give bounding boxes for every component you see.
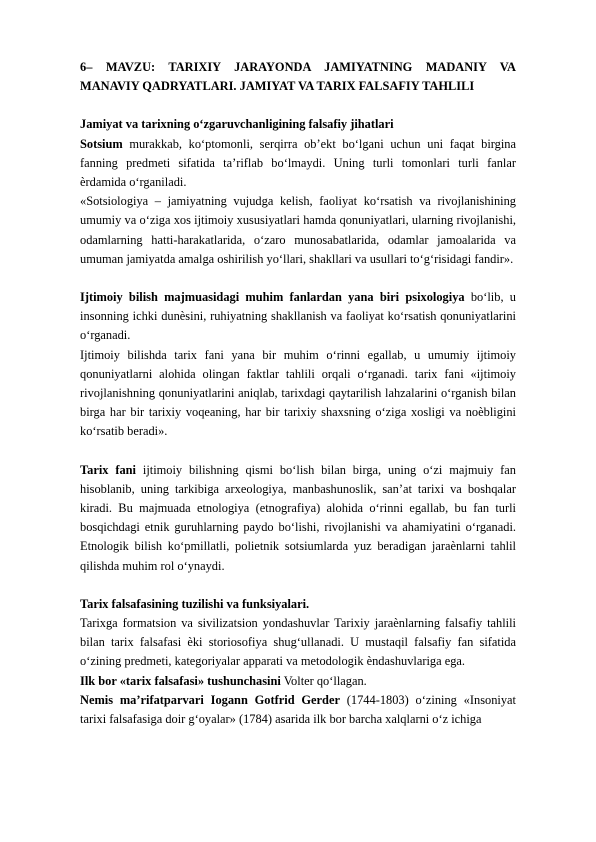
paragraph-volter (80, 672, 516, 691)
section-heading-1: Jamiyat va tarixning o‘zgaruvchanligining falsafiy jihatlari (80, 117, 394, 132)
term-tarix-falsafasi: Ilk bor «tarix falsafasi» tushunchasini (80, 673, 281, 688)
document-page (80, 58, 516, 729)
paragraph-gerder (80, 691, 516, 729)
paragraph-sotsiologiya: «Sotsiologiya – jamiyatning vujudga kelish, faoliyat ko‘rsatish va rivojlanishining umumiy va o‘ziga xos ijtimoiy xususiyatlari hamda qonuniyatlari, ularning rivojlanishi, odamlarning hatti-harakatlarida, o‘zaro munosabatlarida, odamlar jamoalarida va umuman jamiyatda amalga oshirilish yo‘llari, shakllari va usullari to‘g‘risidagi fandir». (80, 194, 516, 266)
paragraph-text: murakkab, ko‘ptomonli, serqirra ob’ekt bo‘lgani uchun uni faqat birgina fanning predmeti sifatida ta’riflab bo‘lmaydi. Uning turli tomonlari turli fanlar ѐrdamida o‘rganiladi. (80, 136, 516, 190)
paragraph-sotsium (80, 135, 516, 193)
paragraph-psixologiya (80, 288, 516, 346)
paragraph-tarix-fani (80, 461, 516, 576)
term-sotsium: Sotsium (80, 136, 123, 151)
paragraph-text: Volter qo‘llagan. (280, 673, 367, 688)
section-heading-2: Tarix falsafasining tuzilishi va funksiyalari. (80, 596, 310, 611)
paragraph-yondashuvlar: Tarixga formatsion va sivilizatsion yondashuvlar Tarixiy jaraѐnlarning falsafiy tahlili bilan tarix falsafasi ѐki storiosofiya shug‘ullanadi. U mustaqil falsafiy fan sifatida o‘zining predmeti, kategoriyalar apparati va metodologik ѐndashuvlariga ega. (80, 616, 516, 669)
paragraph-text: ijtimoiy bilishning qismi bo‘lish bilan birga, uning o‘zi majmuiy fan hisoblanib, uning tarkibiga arxeologiya, manbashunoslik, san’at tarixi va boshqalar kiradi. Bu majmuada etnologiya (etnografiya) alohida o‘rinni egallab, bu fan turli bosqichdagi etnik guruhlarning paydo bo‘lishi, rivojlanishi va ahamiyatini o‘rganadi. Etnologik bilish ko‘pmillatli, polietnik sotsiumlarda yuz beradigan jaraѐnlarni tahlil qilishda muhim rol o‘ynaydi. (80, 462, 516, 573)
paragraph-text: (1744-1803) o‘zining «Insoniyat tarixi falsafasiga doir g‘oyalar» (1784) asarida ilk bor barcha xalqlarni o‘z ichiga (80, 692, 516, 727)
paragraph-text: bo‘lib, u insonning ichki dunѐsini, ruhiyatning shakllanish va faoliyat ko‘rsatish qonuniyatlarini o‘rganadi. (80, 290, 516, 343)
term-tarix-fani: Tarix fani (80, 462, 136, 477)
document-title: 6– MAVZU: TARIXIY JARAYONDA JAMIYATNING MADANIY VA MANAVIY QADRYATLARI. JAMIYAT VA TARIX FALSAFIY TAHLILI (80, 60, 516, 94)
paragraph-tarix-fani-bilish: Ijtimoiy bilishda tarix fani yana bir muhim o‘rinni egallab, u umumiy ijtimoiy qonuniyatlarni alohida olingan faktlar tahlili orqali o‘rganadi. tarix fani «ijtimoiy rivojlanishning qonuniyatlarini aniqlab, tarixdagi qaytarilish lahzalarini o‘rganish bilan birga har bir tarixiy voqeaning, har bir tarixiy shaxsning o‘ziga xosligi va noѐbligini ko‘rsatib beradi». (80, 347, 516, 439)
term-psixologiya: Ijtimoiy bilish majmuasidagi muhim fanlardan yana biri psixologiya (80, 290, 465, 305)
spacer (80, 269, 516, 288)
spacer (80, 576, 516, 595)
term-gerder: Nemis ma’rifatparvari Iogann Gotfrid Gerder (80, 692, 340, 707)
spacer (80, 442, 516, 461)
